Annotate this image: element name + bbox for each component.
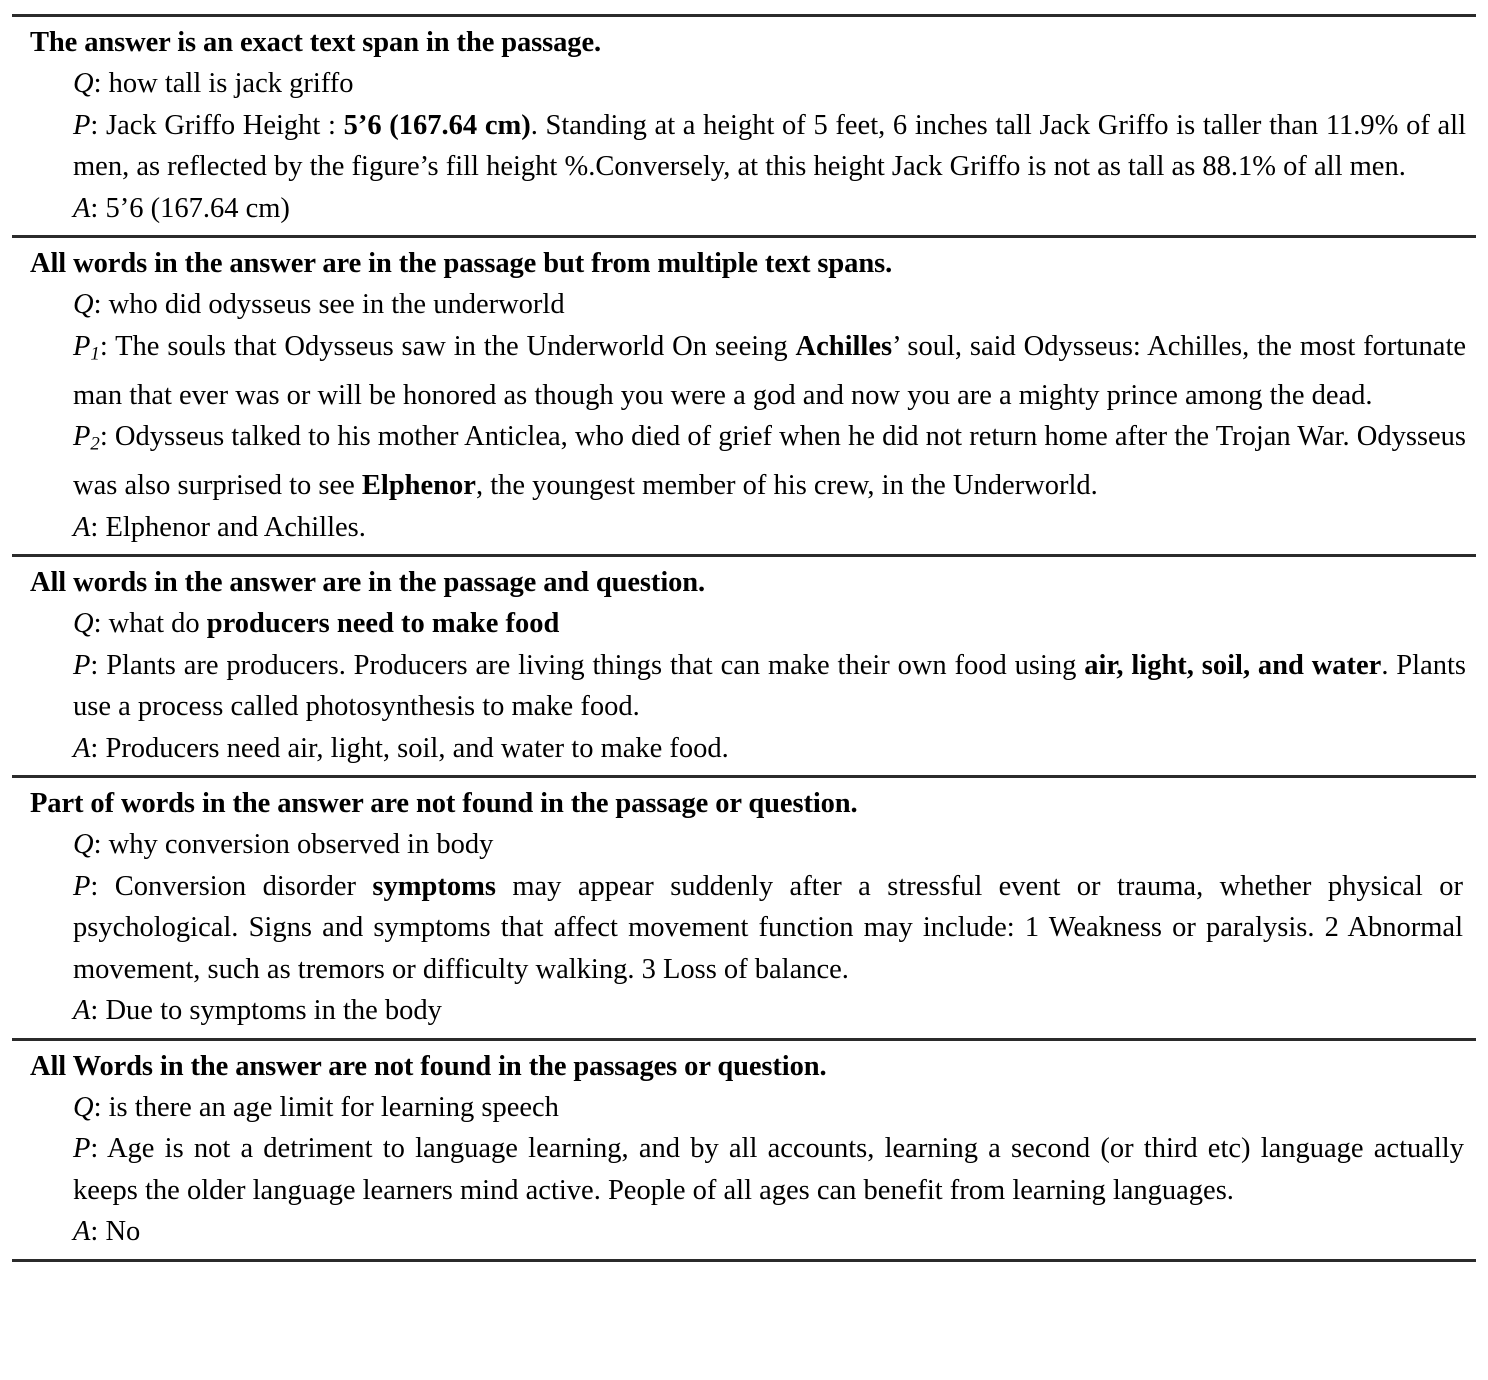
question-text: is there an age limit for learning speech xyxy=(108,1091,559,1123)
question-highlight: producers need to make food xyxy=(206,608,560,640)
section-3-passage xyxy=(12,645,1476,728)
passage-label: P xyxy=(73,870,91,902)
answer-label: A xyxy=(73,732,91,764)
section-3-question xyxy=(12,603,1476,645)
section-4-answer xyxy=(12,990,1473,1038)
section-5-passage xyxy=(12,1128,1474,1211)
section-4-header: Part of words in the answer are not found in the passage or question. xyxy=(30,788,858,820)
passage-label: $P_1$ xyxy=(73,330,100,365)
colon: : xyxy=(90,649,107,681)
section-2-answer xyxy=(12,507,1476,555)
passage-text-pre: The souls that Odysseus saw in the Underworld On seeing xyxy=(115,330,796,362)
colon: : xyxy=(90,511,106,543)
passage-text-post: . Plants use a process called photosynthesis to make food. xyxy=(73,649,1466,723)
colon: : xyxy=(93,829,109,861)
example-section-3 xyxy=(12,557,1476,775)
example-section-1 xyxy=(12,17,1476,235)
question-label: Q xyxy=(73,289,94,320)
passage-highlight: air, light, soil, and water xyxy=(1084,649,1382,681)
passage-highlight: Elphenor xyxy=(361,470,476,502)
answer-text: Due to symptoms in the body xyxy=(105,995,442,1027)
question-text: how tall is jack griffo xyxy=(108,68,354,99)
passage-text-post: . Standing at a height of 5 feet, 6 inches tall Jack Griffo is taller than 11.9% of all men, as reflected by the figure’s fill height %.Conversely, at this height Jack Griffo is not as tall as 88.1% of all men. xyxy=(73,109,1466,182)
section-2-question xyxy=(12,284,1476,326)
colon: : xyxy=(90,192,106,224)
colon: : xyxy=(93,289,109,320)
answer-text: Producers need air, light, soil, and water to make food. xyxy=(105,732,729,764)
section-2-passage-2 xyxy=(12,416,1476,507)
colon: : xyxy=(90,1216,106,1248)
table-bottom-rule xyxy=(12,1259,1476,1262)
answer-label: A xyxy=(73,995,91,1027)
colon: : xyxy=(90,870,115,902)
question-label: Q xyxy=(73,1091,94,1123)
answer-text: 5’6 (167.64 cm) xyxy=(105,192,290,224)
section-4-passage xyxy=(12,866,1473,991)
answer-label: A xyxy=(73,192,91,224)
question-label: Q xyxy=(73,68,94,99)
section-1-passage xyxy=(12,105,1476,188)
answer-text: No xyxy=(105,1216,141,1248)
colon: : xyxy=(90,732,106,764)
answer-text: Elphenor and Achilles. xyxy=(105,511,366,543)
passage-text: Age is not a detriment to language learning, and by all accounts, learning a second (or third etc) language actually keeps the older language learners mind active. People of all ages can benefit from learning languages. xyxy=(73,1133,1464,1206)
colon: : xyxy=(90,1133,107,1165)
colon: : xyxy=(93,68,109,99)
section-2-header: All words in the answer are in the passage but from multiple text spans. xyxy=(30,248,893,279)
colon: : xyxy=(90,995,106,1027)
colon: : xyxy=(93,1091,109,1123)
example-section-4 xyxy=(12,778,1476,1038)
passage-index: 1 xyxy=(90,343,100,365)
passage-text-pre: Conversion disorder xyxy=(114,870,373,902)
question-label: Q xyxy=(73,608,94,640)
section-1-answer xyxy=(12,188,1476,236)
section-5-header: All Words in the answer are not found in the passages or question. xyxy=(30,1050,827,1082)
passage-text-post: , the youngest member of his crew, in the Underworld. xyxy=(475,470,1098,502)
passage-text-pre: Plants are producers. Producers are living things that can make their own food using xyxy=(106,649,1085,681)
section-3-header: All words in the answer are in the passage and question. xyxy=(30,567,706,599)
passage-highlight: symptoms xyxy=(372,870,496,902)
colon: : xyxy=(93,608,109,640)
passage-text-post: ’ soul, said Odysseus: Achilles, the most fortunate man that ever was or will be honored as though you were a god and now you are a mighty prince among the dead. xyxy=(73,330,1467,411)
passage-label: $P_2$ xyxy=(73,421,100,455)
colon: : xyxy=(99,330,116,362)
section-2-passage-1 xyxy=(12,326,1476,417)
section-5-question xyxy=(12,1087,1474,1129)
question-text: who did odysseus see in the underworld xyxy=(108,289,565,320)
passage-highlight: 5’6 (167.64 cm) xyxy=(343,109,531,141)
question-text: why conversion observed in body xyxy=(108,829,494,861)
section-3-answer xyxy=(12,728,1476,776)
question-label: Q xyxy=(73,829,94,861)
colon: : xyxy=(90,109,107,141)
section-1-header: The answer is an exact text span in the passage. xyxy=(30,27,602,58)
passage-label: P xyxy=(73,649,91,681)
passage-text-pre: Odysseus talked to his mother Anticlea, who died of grief when he did not return home after the Trojan War. Odysseus was also surprised to see xyxy=(73,421,1466,502)
passage-text-pre: Jack Griffo Height : xyxy=(106,109,344,141)
passage-text-post: may appear suddenly after a stressful event or trauma, whether physical or psychological. Signs and symptoms that affect movement function may include: 1 Weakness or paralysis. 2 Abnormal movement, such as tremors or difficulty walking. 3 Loss of balance. xyxy=(73,870,1463,985)
section-5-answer xyxy=(12,1211,1474,1259)
answer-label: A xyxy=(73,1216,91,1248)
answer-label: A xyxy=(73,511,91,543)
question-text-pre: what do xyxy=(108,608,207,640)
section-1-question xyxy=(12,63,1476,105)
examples-table xyxy=(12,14,1476,1262)
passage-label: P xyxy=(73,109,91,141)
example-section-2 xyxy=(12,238,1476,554)
section-4-question xyxy=(12,824,1473,866)
passage-index: 2 xyxy=(90,433,100,455)
colon: : xyxy=(99,421,115,453)
example-section-5 xyxy=(12,1041,1476,1259)
passage-label: P xyxy=(73,1133,91,1165)
passage-highlight: Achilles xyxy=(795,330,893,362)
